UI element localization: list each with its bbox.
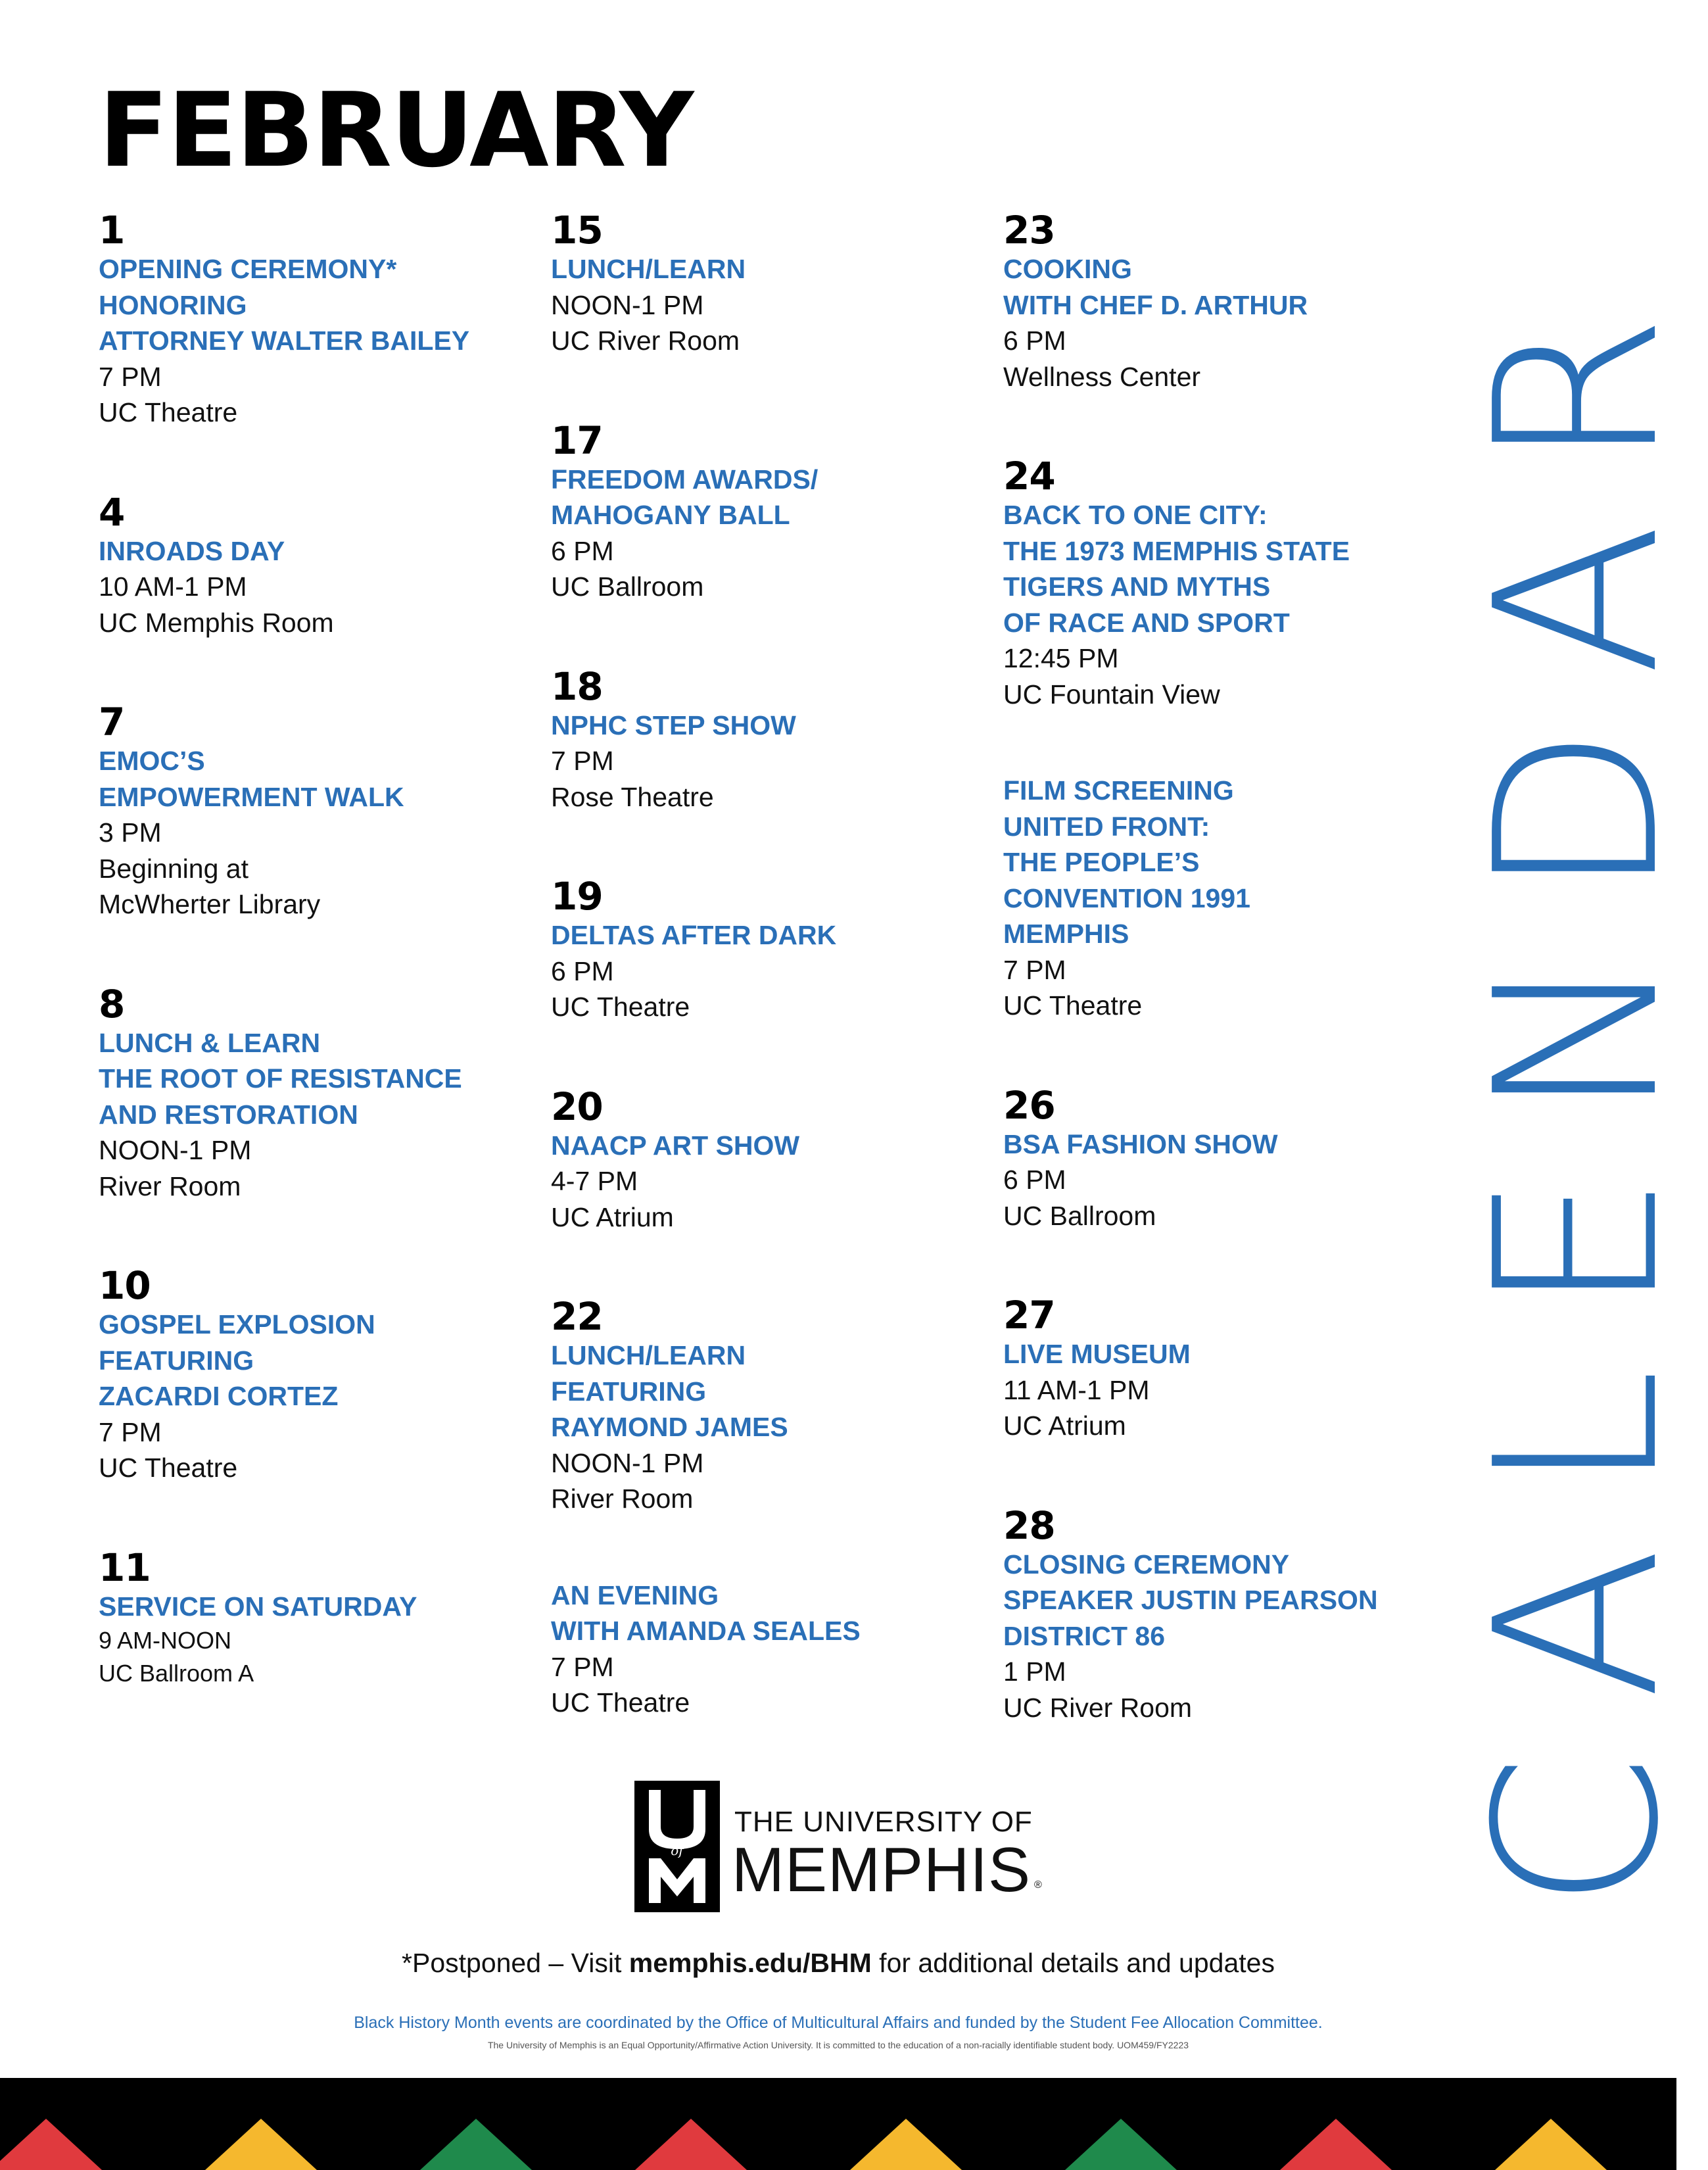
event-location: UC Theatre: [99, 397, 238, 427]
event-time: 4-7 PM: [551, 1166, 638, 1196]
event-time: 10 AM-1 PM: [99, 571, 247, 602]
event-title: THE ROOT OF RESISTANCE: [99, 1063, 462, 1094]
triangle-mark: [635, 2119, 747, 2170]
event-entry: [99, 1547, 519, 1691]
event-time: NOON-1 PM: [99, 1135, 252, 1165]
legal-notice: The University of Memphis is an Equal Opportunity/Affirmative Action University. It is committed to the education of a non-racially identifiable student body. UOM459/FY2223: [487, 2040, 1189, 2050]
event-title: DELTAS AFTER DARK: [551, 920, 837, 950]
event-time: 6 PM: [1003, 326, 1066, 356]
event-time: 7 PM: [551, 1651, 614, 1682]
event-time: NOON-1 PM: [551, 1447, 704, 1478]
triangle-mark: [850, 2119, 962, 2170]
event-entry: [551, 209, 972, 359]
event-title: EMPOWERMENT WALK: [99, 781, 404, 812]
event-day: 23: [1003, 208, 1055, 253]
event-title: AN EVENING: [551, 1579, 719, 1610]
event-location: UC Ballroom: [1003, 1200, 1156, 1231]
event-entry: [99, 701, 519, 923]
event-title: ZACARDI CORTEZ: [99, 1381, 339, 1411]
event-entry: [1003, 1294, 1411, 1444]
event-entry: [551, 1578, 972, 1721]
event-day: 20: [551, 1084, 603, 1129]
event-title: FILM SCREENING: [1003, 775, 1234, 806]
triangle-mark: [0, 2119, 102, 2170]
event-location: UC River Room: [551, 326, 740, 356]
triangle-pattern-icon: [0, 2078, 1676, 2170]
event-location: UC Ballroom: [551, 571, 704, 602]
triangle-mark: [1065, 2119, 1177, 2170]
event-entry: [1003, 455, 1411, 712]
event-location: River Room: [551, 1483, 694, 1514]
event-location: Wellness Center: [1003, 361, 1201, 392]
event-title: SERVICE ON SATURDAY: [99, 1591, 417, 1622]
event-time: 6 PM: [1003, 1165, 1066, 1195]
postponed-suffix: for additional details and updates: [871, 1948, 1275, 1978]
event-title: RAYMOND JAMES: [551, 1412, 788, 1442]
logo-line-2: MEMPHIS: [732, 1835, 1032, 1905]
event-location: Beginning at: [99, 853, 249, 884]
event-time: 7 PM: [551, 746, 614, 776]
event-day: 22: [551, 1294, 603, 1339]
event-location: UC Atrium: [1003, 1410, 1126, 1441]
event-time: NOON-1 PM: [551, 289, 704, 320]
vertical-calendar-word: CALENDAR: [1448, 260, 1708, 1910]
triangle-mark: [420, 2119, 532, 2170]
event-title: HONORING: [99, 289, 247, 320]
event-title: FREEDOM AWARDS/: [551, 464, 818, 494]
event-time: 1 PM: [1003, 1656, 1066, 1687]
event-title: UNITED FRONT:: [1003, 811, 1210, 842]
event-title: EMOC’S: [99, 746, 205, 776]
event-day: 24: [1003, 454, 1055, 498]
event-location: River Room: [99, 1170, 241, 1201]
event-day: 11: [99, 1545, 151, 1590]
event-title: LUNCH/LEARN: [551, 1340, 746, 1370]
logo-mark-of: of: [671, 1843, 684, 1858]
logo-line-1: THE UNIVERSITY OF: [734, 1806, 1033, 1838]
triangle-mark: [1495, 2119, 1607, 2170]
event-location: UC Theatre: [551, 992, 690, 1022]
event-title: OPENING CEREMONY*: [99, 254, 397, 284]
event-title: SPEAKER JUSTIN PEARSON: [1003, 1585, 1378, 1615]
postponed-note: [0, 1948, 1676, 1979]
event-time: 7 PM: [99, 1416, 162, 1447]
event-time: 12:45 PM: [1003, 643, 1119, 673]
event-title: NAACP ART SHOW: [551, 1130, 800, 1161]
event-title: OF RACE AND SPORT: [1003, 607, 1290, 638]
event-location: UC Theatre: [551, 1687, 690, 1718]
event-title: WITH AMANDA SEALES: [551, 1616, 861, 1646]
event-entry: [99, 209, 519, 431]
event-title: COOKING: [1003, 254, 1132, 284]
event-title: WITH CHEF D. ARTHUR: [1003, 289, 1308, 320]
event-day: 8: [99, 981, 125, 1026]
triangle-mark: [1280, 2119, 1392, 2170]
event-day: 17: [551, 418, 603, 463]
event-day: 7: [99, 700, 125, 744]
event-title: TIGERS AND MYTHS: [1003, 571, 1271, 602]
event-title: BACK TO ONE CITY:: [1003, 500, 1268, 530]
event-day: 26: [1003, 1082, 1055, 1128]
event-time: 11 AM-1 PM: [1003, 1374, 1150, 1405]
event-entry: [551, 665, 972, 815]
event-entry: [1003, 1084, 1411, 1234]
event-entry: [1003, 773, 1411, 1024]
event-title: NPHC STEP SHOW: [551, 710, 796, 740]
event-location: UC Fountain View: [1003, 679, 1220, 710]
triangle-mark: [205, 2119, 317, 2170]
event-entry: [551, 1295, 972, 1517]
event-title: LUNCH/LEARN: [551, 254, 746, 284]
event-title: THE 1973 MEMPHIS STATE: [1003, 535, 1350, 566]
university-logo: [634, 1781, 1055, 1912]
event-location: McWherter Library: [99, 889, 321, 919]
event-day: 28: [1003, 1503, 1055, 1548]
event-day: 1: [99, 208, 125, 253]
event-title: FEATURING: [551, 1376, 707, 1407]
event-entry: [551, 1086, 972, 1236]
event-day: 19: [551, 874, 603, 919]
event-title: CLOSING CEREMONY: [1003, 1549, 1290, 1579]
event-day: 15: [551, 208, 603, 253]
registered-mark: ®: [1034, 1879, 1042, 1891]
event-title: CONVENTION 1991: [1003, 882, 1250, 913]
event-entry: [99, 983, 519, 1205]
event-title: INROADS DAY: [99, 535, 285, 566]
event-day: 10: [99, 1263, 151, 1308]
event-time: 9 AM-NOON: [99, 1627, 232, 1654]
event-entry: [1003, 1505, 1411, 1726]
event-day: 4: [99, 489, 125, 535]
event-title: FEATURING: [99, 1345, 254, 1376]
event-day: 27: [1003, 1293, 1055, 1338]
event-time: 7 PM: [99, 361, 162, 392]
event-location: UC Memphis Room: [99, 607, 334, 638]
uofm-mark-icon: [634, 1781, 720, 1912]
event-title: ATTORNEY WALTER BAILEY: [99, 326, 470, 356]
funding-credit: Black History Month events are coordinated by the Office of Multicultural Affairs and funded by the Student Fee Allocation Committee.: [354, 2013, 1323, 2032]
event-location: UC Theatre: [1003, 990, 1143, 1021]
event-title: GOSPEL EXPLOSION: [99, 1309, 375, 1339]
event-title: LUNCH & LEARN: [99, 1027, 321, 1058]
event-location: UC Theatre: [99, 1453, 238, 1483]
event-title: MEMPHIS: [1003, 919, 1129, 949]
month-title: FEBRUARY: [99, 70, 693, 190]
event-entry: [551, 875, 972, 1025]
event-title: LIVE MUSEUM: [1003, 1339, 1191, 1369]
event-title: DISTRICT 86: [1003, 1620, 1166, 1651]
decorative-band: [0, 2078, 1676, 2170]
event-entry: [551, 420, 972, 605]
bhm-link[interactable]: memphis.edu/BHM: [629, 1948, 872, 1978]
event-entry: [1003, 209, 1411, 395]
event-location: UC River Room: [1003, 1692, 1193, 1723]
event-entry: [99, 1265, 519, 1486]
event-day: 18: [551, 663, 603, 709]
event-entry: [99, 491, 519, 641]
event-title: AND RESTORATION: [99, 1099, 358, 1130]
event-location: UC Atrium: [551, 1201, 674, 1232]
event-time: 7 PM: [1003, 954, 1066, 985]
event-title: THE PEOPLE’S: [1003, 847, 1200, 877]
event-time: 6 PM: [551, 535, 614, 566]
event-location: Rose Theatre: [551, 781, 714, 812]
event-title: MAHOGANY BALL: [551, 500, 790, 530]
event-time: 6 PM: [551, 955, 614, 986]
event-title: BSA FASHION SHOW: [1003, 1128, 1278, 1159]
event-time: 3 PM: [99, 817, 162, 848]
postponed-prefix: *Postponed – Visit: [402, 1948, 629, 1978]
event-location: UC Ballroom A: [99, 1660, 254, 1687]
